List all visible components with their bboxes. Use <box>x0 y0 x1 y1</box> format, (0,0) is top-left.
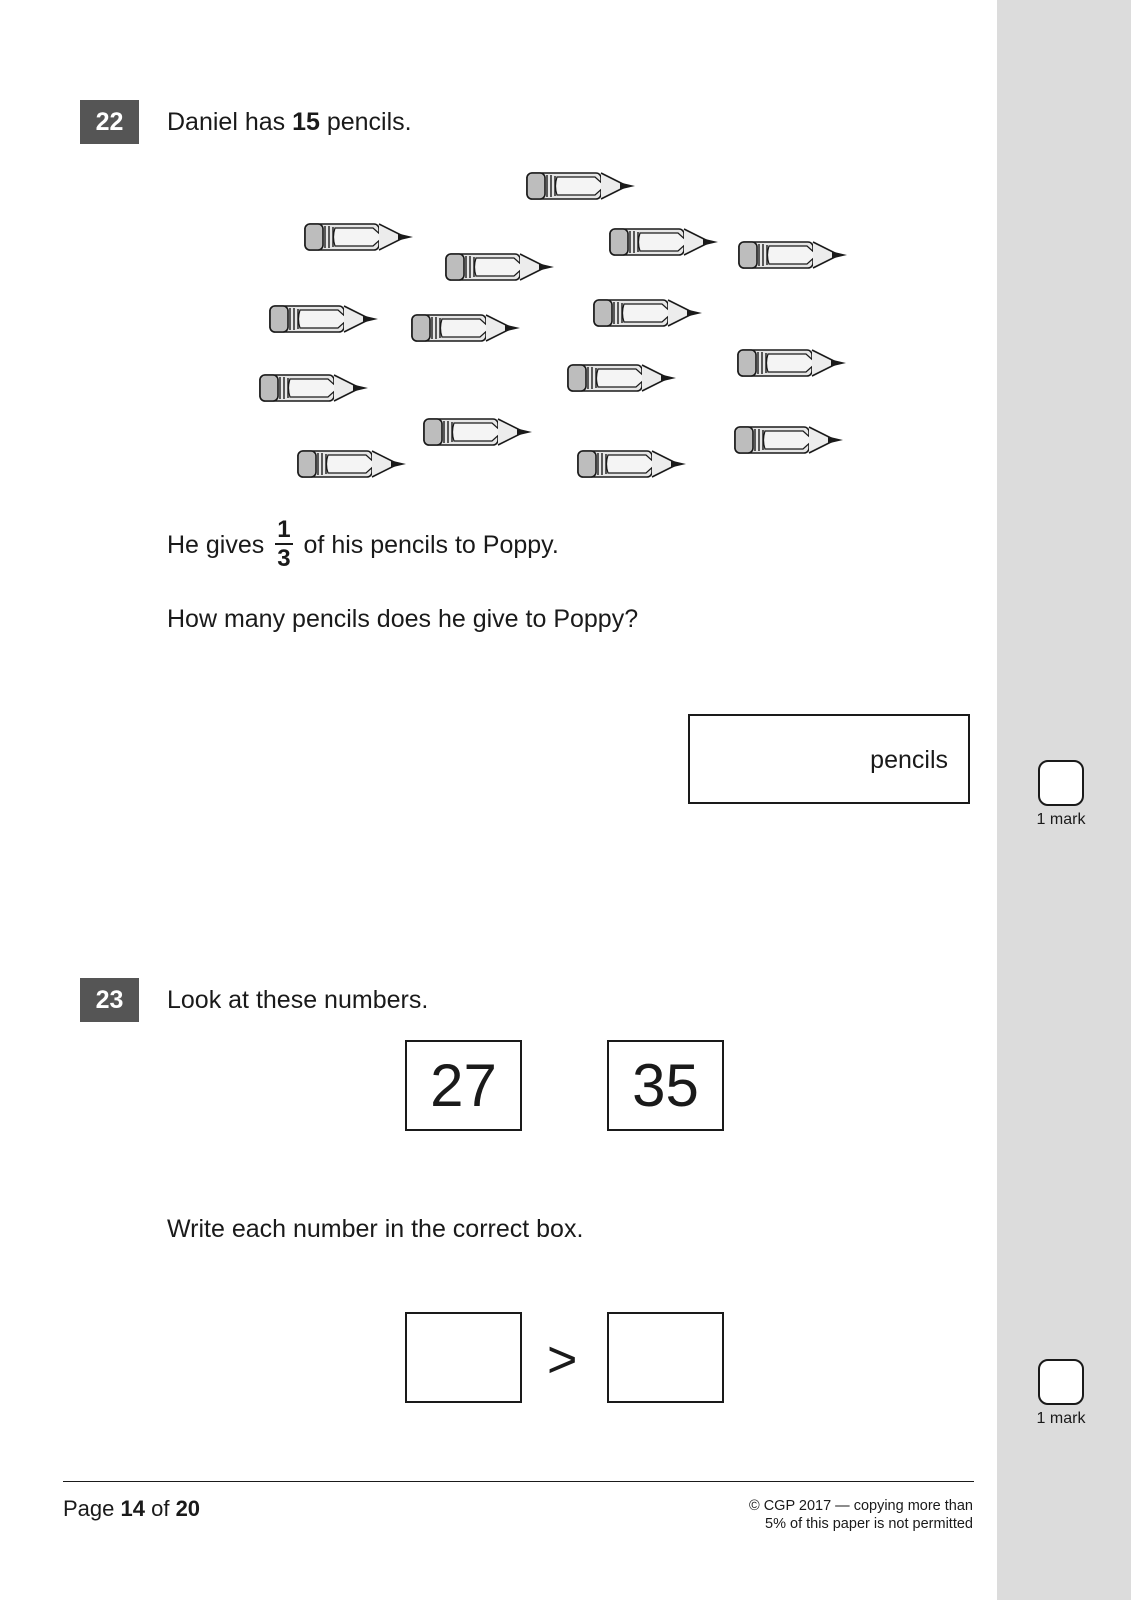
answer-box-left[interactable] <box>405 1312 522 1403</box>
question-22-fraction-sentence <box>167 516 559 573</box>
pencil-icon <box>594 300 702 326</box>
mark-box-23[interactable] <box>1038 1359 1084 1405</box>
fraction-one-third <box>275 518 292 571</box>
pencil-icon <box>260 375 368 401</box>
answer-box-22[interactable] <box>688 714 970 804</box>
page-label: Page <box>63 1496 121 1521</box>
question-23-instruction: Write each number in the correct box. <box>167 1215 584 1243</box>
pencil-icon <box>446 254 554 280</box>
fraction-sentence-start: He gives <box>167 531 272 560</box>
answer-unit-label: pencils <box>870 746 948 774</box>
mark-box-22[interactable] <box>1038 760 1084 806</box>
number-card-35: 35 <box>607 1040 724 1131</box>
question-number-23: 23 <box>80 978 139 1022</box>
footer-divider <box>63 1481 974 1482</box>
question-22-prompt: How many pencils does he give to Poppy? <box>167 605 639 633</box>
copyright-line-1: © CGP 2017 — copying more than <box>748 1498 973 1514</box>
page-current: 14 <box>120 1496 145 1521</box>
pencil-icon <box>738 350 846 376</box>
mark-label-23: 1 mark <box>1036 1410 1086 1427</box>
pencil-icon <box>610 229 718 255</box>
pencil-illustration <box>250 165 890 505</box>
answer-box-right[interactable] <box>607 1312 724 1403</box>
page-number <box>63 1496 200 1522</box>
pencil-total: 15 <box>292 108 320 136</box>
pencil-icon <box>305 224 413 250</box>
number-card-27: 27 <box>405 1040 522 1131</box>
pencil-icon <box>298 451 406 477</box>
page-total: 20 <box>175 1496 201 1521</box>
greater-than-sign: > <box>547 1331 578 1389</box>
page-of: of <box>144 1496 176 1521</box>
pencil-icon <box>424 419 532 445</box>
mark-label-22: 1 mark <box>1036 811 1086 828</box>
pencil-icon <box>527 173 635 199</box>
question-number-22: 22 <box>80 100 139 144</box>
copyright-notice <box>749 1497 973 1533</box>
copyright-line-2: 5% of this paper is not permitted <box>765 1516 973 1532</box>
intro-text: Daniel has <box>167 108 293 136</box>
pencil-icon <box>739 242 847 268</box>
question-22-intro <box>167 107 412 137</box>
pencil-icon <box>412 315 520 341</box>
fraction-denominator: 3 <box>277 545 291 572</box>
fraction-sentence-end: of his pencils to Poppy. <box>296 531 559 560</box>
fraction-numerator: 1 <box>277 516 291 543</box>
pencil-icon <box>270 306 378 332</box>
intro-text-end: pencils. <box>319 108 412 136</box>
pencil-icon <box>735 427 843 453</box>
pencil-icon <box>568 365 676 391</box>
pencil-icon <box>578 451 686 477</box>
question-23-intro: Look at these numbers. <box>167 986 429 1014</box>
